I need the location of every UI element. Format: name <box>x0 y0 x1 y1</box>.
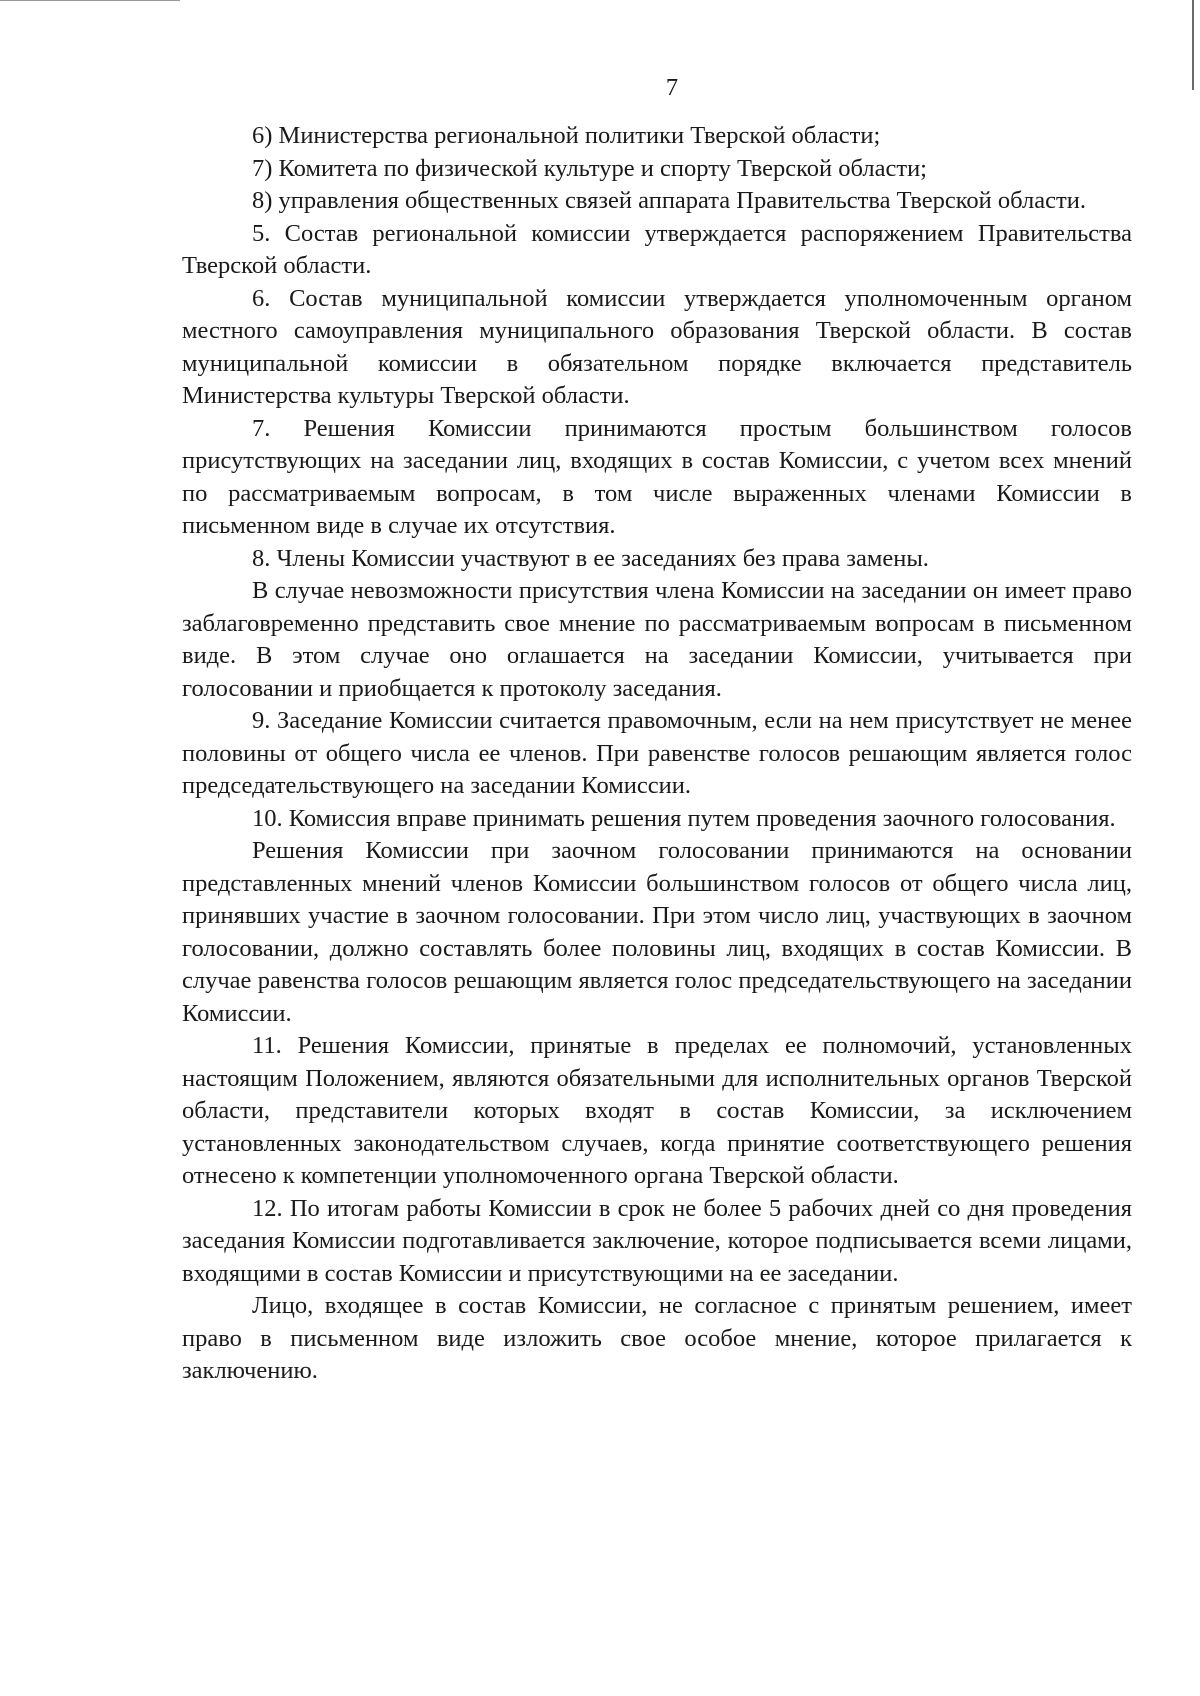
list-item-7: 7) Комитета по физической культуре и спорту Тверской области; <box>252 154 927 182</box>
page-number: 7 <box>665 74 679 101</box>
clause-10-paragraph: Решения Комиссии при заочном голосовании принимаются на основании представленных мнений членов Комиссии большинством голосов от общего числа лиц, принявших участие в заочном голосовании. При этом число лиц, участвующих в заочном голосовании, должно составлять более половины лиц, входящих в состав Комиссии. В случае равенства голосов решающим является голос председательствующего на заседании Комиссии. <box>182 837 1132 1027</box>
document-page <box>182 68 1132 1388</box>
list-item-6: 6) Министерства региональной политики Тверской области; <box>252 122 881 149</box>
clause-11: 11. Решения Комиссии, принятые в пределах ее полномочий, установленных настоящим Положением, являются обязательными для исполнительных органов Тверской области, представители которых входят в состав Комиссии, за исключением установленных законодательством случаев, когда принятие соответствующего решения отнесено к компетенции уполномоченного органа Тверской области. <box>182 1032 1132 1189</box>
scan-edge-right <box>1192 0 1194 90</box>
clause-8: 8. Члены Комиссии участвуют в ее заседаниях без права замены. <box>252 544 929 572</box>
clause-9: 9. Заседание Комиссии считается правомочным, если на нем присутствует не менее половины от общего числа ее членов. При равенстве голосов решающим является голос председательствующего на заседании Комиссии. <box>182 707 1132 799</box>
scan-edge-top <box>0 0 180 1</box>
clause-6: 6. Состав муниципальной комиссии утверждается уполномоченным органом местного самоуправления муниципального образования Тверской области. В состав муниципальной комиссии в обязательном порядке включается представитель Министерства культуры Тверской области. <box>182 284 1132 409</box>
clause-12: 12. По итогам работы Комиссии в срок не более 5 рабочих дней со дня проведения заседания Комиссии подготавливается заключение, которое подписывается всеми лицами, входящими в состав Комиссии и присутствующими на ее заседании. <box>182 1194 1132 1287</box>
clause-7: 7. Решения Комиссии принимаются простым большинством голосов присутствующих на заседании лиц, входящих в состав Комиссии, с учетом всех мнений по рассматриваемым вопросам, в том числе выраженных членами Комиссии в письменном виде в случае их отсутствия. <box>182 414 1132 539</box>
clause-10: 10. Комиссия вправе принимать решения путем проведения заочного голосования. <box>252 804 1116 832</box>
clause-8-paragraph: В случае невозможности присутствия члена Комиссии на заседании он имеет право заблаговременно представить свое мнение по рассматриваемым вопросам в письменном виде. В этом случае оно оглашается на заседании Комиссии, учитывается при голосовании и приобщается к протоколу заседания. <box>182 577 1132 702</box>
list-item-8: 8) управления общественных связей аппарата Правительства Тверской области. <box>252 187 1086 214</box>
clause-12-paragraph: Лицо, входящее в состав Комиссии, не согласное с принятым решением, имеет право в письменном виде изложить свое особое мнение, которое прилагается к заключению. <box>182 1292 1132 1384</box>
clause-5: 5. Состав региональной комиссии утверждается распоряжением Правительства Тверской области. <box>182 219 1132 279</box>
